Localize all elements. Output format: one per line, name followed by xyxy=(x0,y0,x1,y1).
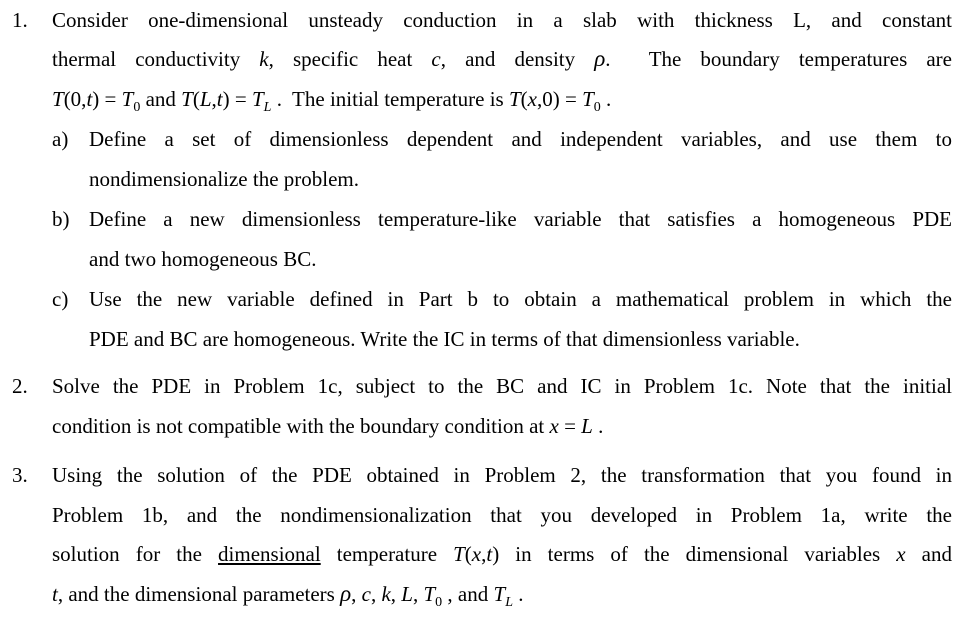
problem-2-line-1: Solve the PDE in Problem 1c, subject to the BC and IC in Problem 1c. Note that the initial xyxy=(52,374,952,398)
problem-3-line-3: solution for the dimensional temperature T(x,t) in terms of the dimensional variables x and xyxy=(52,542,952,566)
part-b-line-2: and two homogeneous BC. xyxy=(89,247,317,271)
problem-3-number: 3. xyxy=(12,463,28,487)
part-b-line-1: Define a new dimensionless temperature-like variable that satisfies a homogeneous PDE xyxy=(89,207,952,231)
part-c-line-1: Use the new variable defined in Part b to obtain a mathematical problem in which the xyxy=(89,287,952,311)
part-c-line-2: PDE and BC are homogeneous. Write the IC in terms of that dimensionless variable. xyxy=(89,327,800,351)
problem-2-number: 2. xyxy=(12,374,28,398)
problem-3-line-4: t, and the dimensional parameters ρ, c, k, L, $T_0$ , and $T_L$ . xyxy=(52,581,524,610)
problem-1-line-2: thermal conductivity k, specific heat c, and density ρ. The boundary temperatures are xyxy=(52,46,953,71)
problem-1-line-3: $T(0,t) = T_0$ and $T(L,t) = T_L$ . The initial temperature is $T(x,0) = T_0$ . xyxy=(52,87,612,115)
part-b-label: b) xyxy=(52,207,70,231)
problem-2-line-2: condition is not compatible with the boundary condition at x = L . xyxy=(52,414,604,438)
problem-1-line-1: Consider one-dimensional unsteady conduction in a slab with thickness L, and constant xyxy=(52,8,952,32)
part-a-label: a) xyxy=(52,127,69,151)
part-c-label: c) xyxy=(52,287,69,311)
emphasis-dimensional: dimensional xyxy=(218,542,321,566)
part-a-line-1: Define a set of dimensionless dependent and independent variables, and use them to xyxy=(89,127,952,151)
part-a-line-2: nondimensionalize the problem. xyxy=(89,167,360,191)
problem-3-line-1: Using the solution of the PDE obtained in Problem 2, the transformation that you found in xyxy=(52,463,952,487)
problem-3-line-2: Problem 1b, and the nondimensionalization that you developed in Problem 1a, write the xyxy=(52,503,952,527)
problem-1-number: 1. xyxy=(12,8,28,32)
